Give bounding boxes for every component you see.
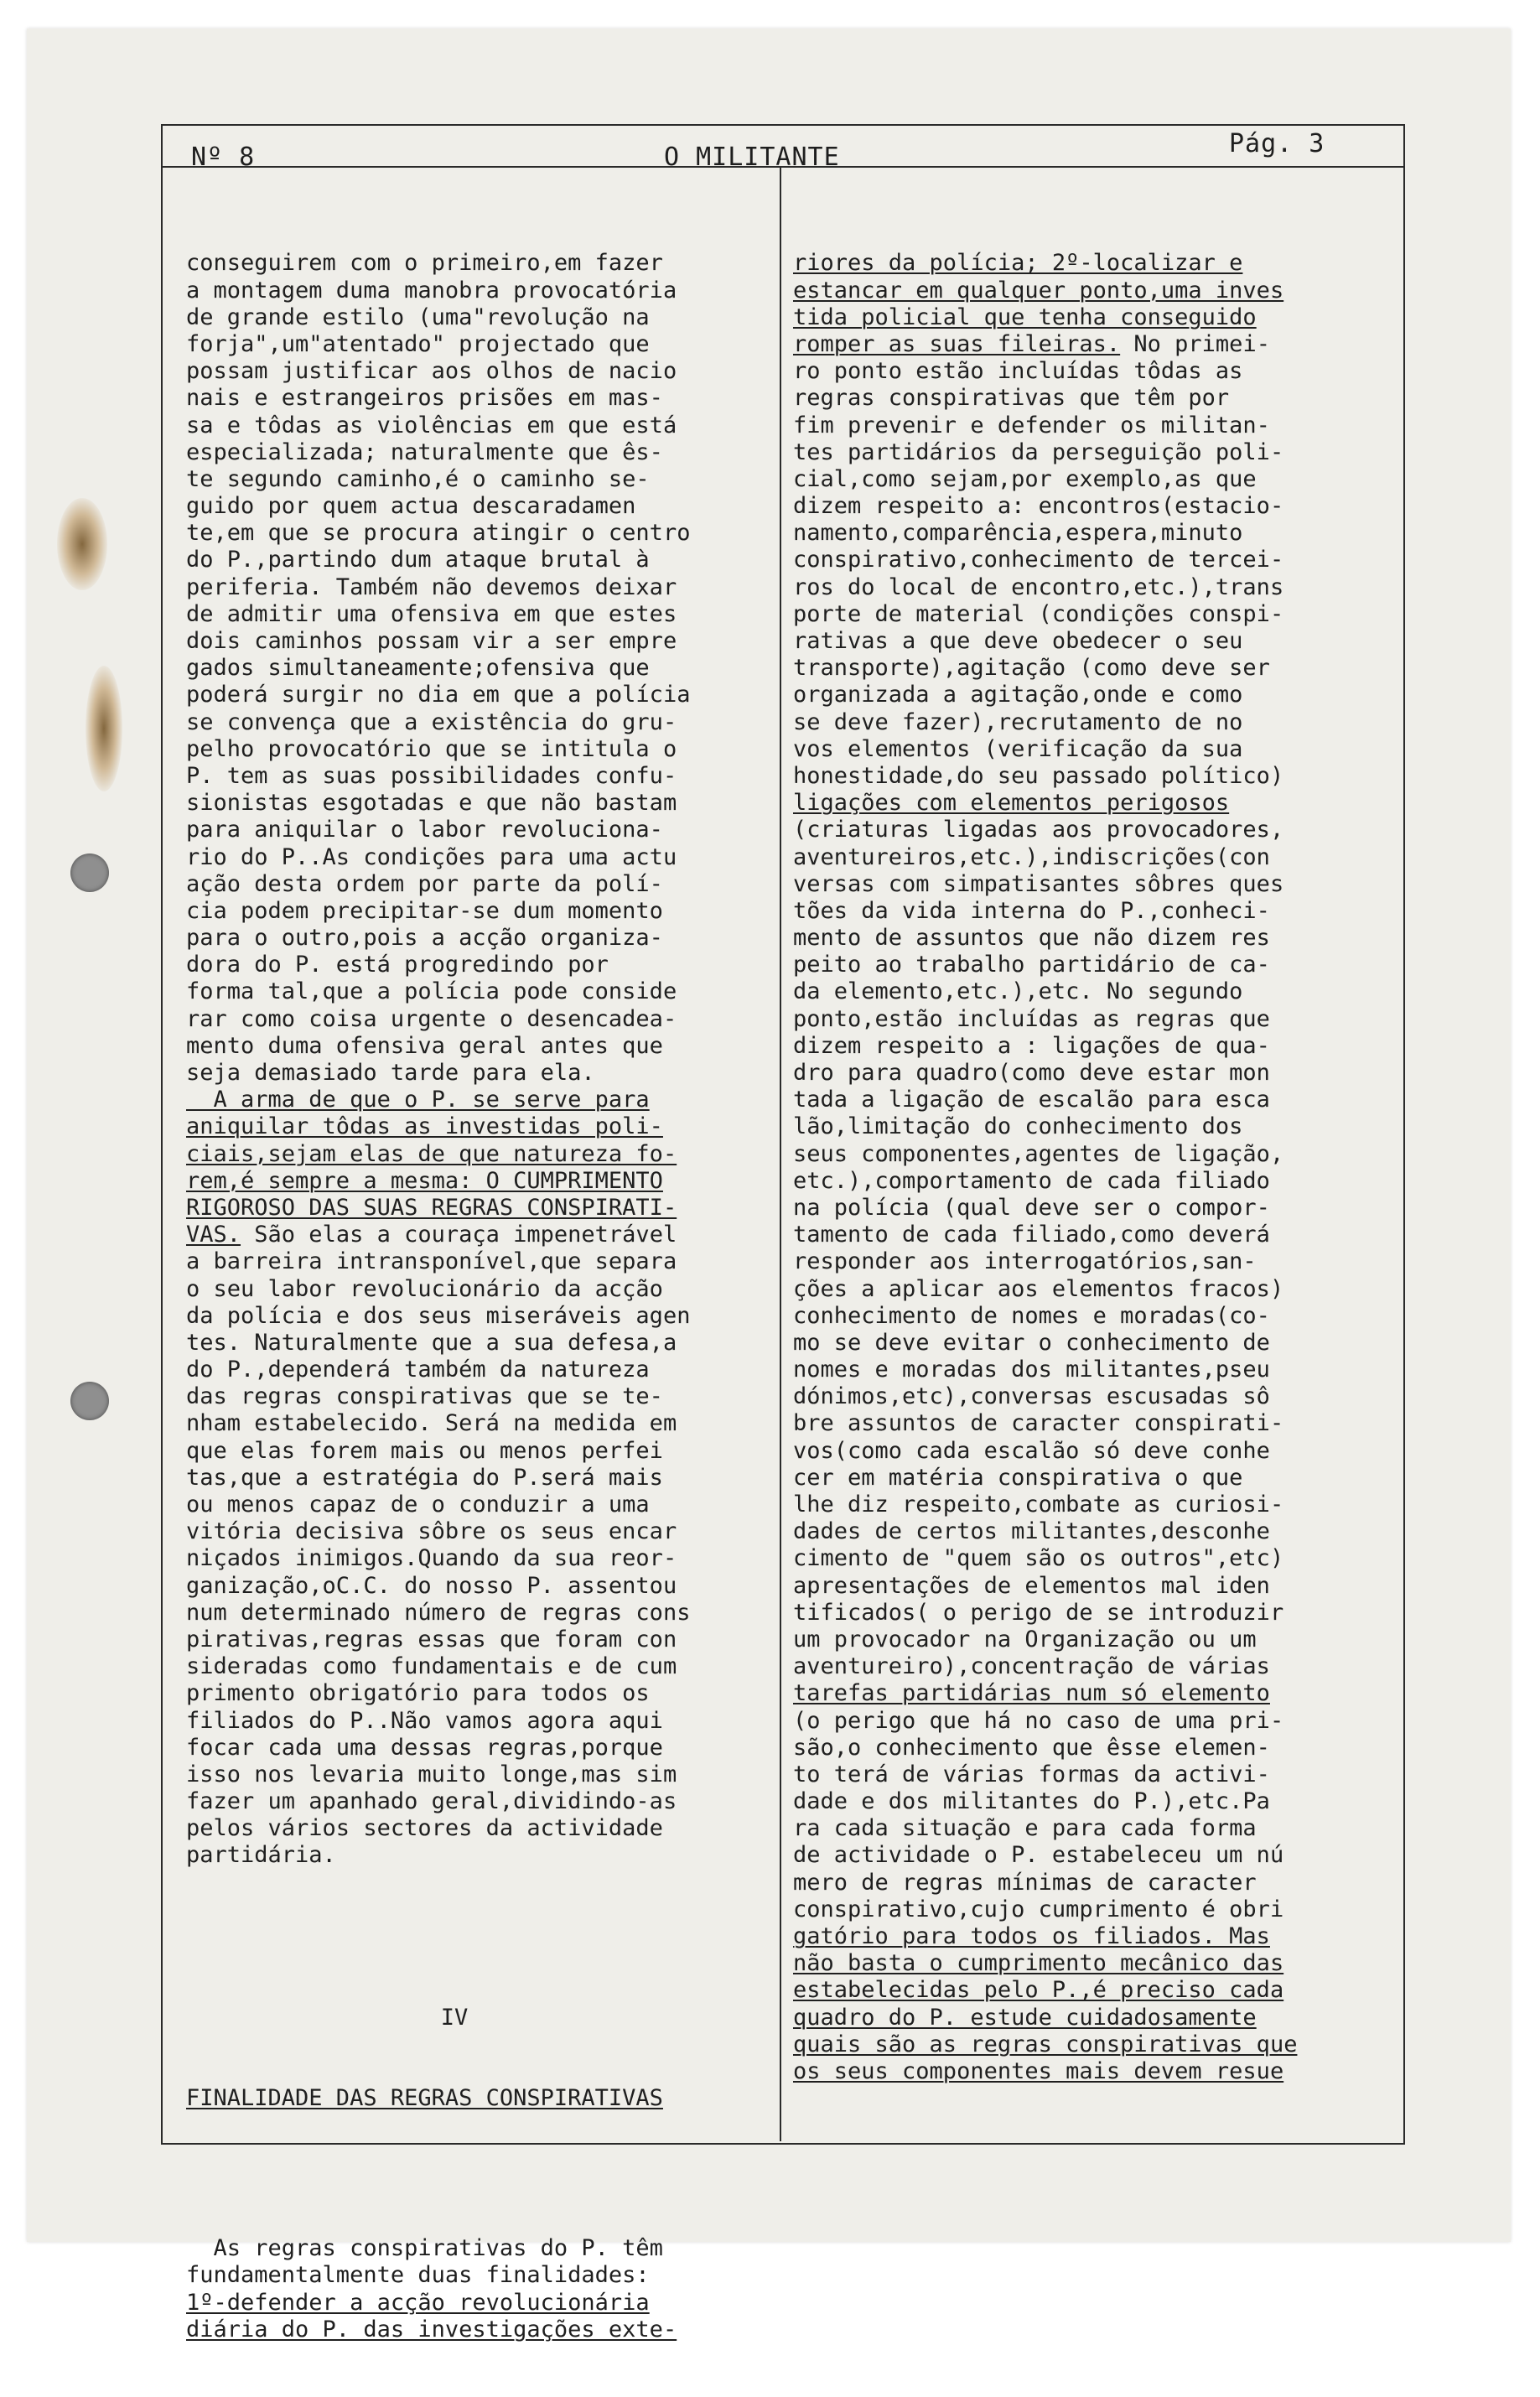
text-line: regras conspirativas que têm por (793, 385, 1230, 412)
text-line: poderá surgir no dia em que a polícia (186, 682, 691, 708)
text-line: cer em matéria conspirativa o que (793, 1464, 1243, 1491)
text-line: rativas a que deve obedecer o seu (793, 628, 1243, 655)
text-line: cimento de "quem são os outros",etc) (793, 1545, 1284, 1572)
text-line: tes. Naturalmente que a sua defesa,a (186, 1329, 677, 1356)
text-line: porte de material (condições conspi- (793, 600, 1284, 627)
text-line: vos(como cada escalão só deve conhe (793, 1437, 1270, 1464)
text-line: periferia. Também não devemos deixar (186, 573, 677, 600)
text-line: de grande estilo (uma"revolução na (186, 304, 650, 330)
text-line: (o perigo que há no caso de uma pri- (793, 1707, 1284, 1734)
text-line: tada a ligação de escalão para esca (793, 1087, 1270, 1113)
text-line: se deve fazer),recrutamento de no (793, 708, 1243, 735)
text-line: sideradas como fundamentais e de cum (186, 1653, 677, 1680)
text-line: etc.),comportamento de cada filiado (793, 1167, 1270, 1194)
text-line: fazer um apanhado geral,dividindo-as (186, 1788, 677, 1815)
text-line: pelos vários sectores da actividade (186, 1815, 663, 1842)
text-line: que elas forem mais ou menos perfei (186, 1437, 663, 1464)
text-line: dizem respeito a : ligações de qua- (793, 1032, 1270, 1059)
text-line: lão,limitação do conhecimento dos (793, 1113, 1243, 1140)
text-line: guido por quem actua descaradamen (186, 493, 636, 520)
text-line: mento de assuntos que não dizem res (793, 925, 1270, 952)
text-line: tas,que a estratégia do P.será mais (186, 1464, 663, 1491)
left-column (186, 196, 775, 2397)
section-number: IV (440, 2004, 469, 2031)
text-line: um provocador na Organização ou um (793, 1626, 1257, 1652)
rust-stain-upper (57, 498, 107, 590)
text-line: romper as suas fileiras. No primei- (793, 330, 1270, 357)
text-line: organizada a agitação,onde e como (793, 682, 1243, 708)
text-line: tificados( o perigo de se introduzir (793, 1599, 1284, 1626)
text-line: seus componentes,agentes de ligação, (793, 1140, 1284, 1167)
text-line: primento obrigatório para todos os (186, 1680, 650, 1707)
text-line: bre assuntos de caracter conspirati- (793, 1410, 1284, 1437)
paper-sheet (27, 29, 1511, 2343)
left-column-continuation (186, 2235, 775, 2343)
text-line: da elemento,etc.),etc. No segundo (793, 978, 1243, 1005)
text-line: namento,comparência,espera,minuto (793, 520, 1243, 547)
text-line: estancar em qualquer ponto,uma inves (793, 277, 1284, 304)
text-line: vos elementos (verificação da sua (793, 735, 1243, 762)
text-line: conhecimento de nomes e moradas(co- (793, 1302, 1270, 1329)
text-line: se convença que a existência do gru- (186, 708, 677, 735)
text-line: te segundo caminho,é o caminho se- (186, 465, 650, 492)
text-line: seja demasiado tarde para ela. (186, 1060, 595, 1087)
text-line: honestidade,do seu passado político) (793, 762, 1284, 789)
text-line: sa e tôdas as violências em que está (186, 412, 677, 438)
text-line: conspirativo,cujo cumprimento é obri (793, 1896, 1284, 1922)
text-line: na polícia (qual deve ser o compor- (793, 1194, 1270, 1221)
text-line: focar cada uma dessas regras,porque (186, 1734, 663, 1761)
text-line: de actividade o P. estabeleceu um nú (793, 1842, 1284, 1869)
text-line: conspirativo,conhecimento de tercei- (793, 547, 1284, 573)
text-line: partidária. (186, 1842, 336, 1869)
text-line: filiados do P..Não vamos agora aqui (186, 1707, 663, 1734)
text-line: VAS. São elas a couraça impenetrável (186, 1222, 677, 1248)
text-line: a barreira intransponível,que separa (186, 1248, 677, 1275)
text-line: fim prevenir e defender os militan- (793, 412, 1270, 438)
text-line: ra cada situação e para cada forma (793, 1815, 1257, 1842)
text-line: dro para quadro(como deve estar mon (793, 1060, 1270, 1087)
text-line: possam justificar aos olhos de nacio (186, 358, 677, 385)
text-line: vitória decisiva sôbre os seus encar (186, 1518, 677, 1545)
text-line: aniquilar tôdas as investidas poli- (186, 1113, 663, 1140)
text-line: aventureiro),concentração de várias (793, 1653, 1270, 1680)
text-line: o seu labor revolucionário da acção (186, 1275, 663, 1302)
text-line: dónimos,etc),conversas escusadas sô (793, 1383, 1270, 1410)
text-line: tes partidários da perseguição poli- (793, 438, 1284, 465)
text-line: rem,é sempre a mesma: O CUMPRIMENTO (186, 1167, 663, 1194)
text-line: 1º-defender a acção revolucionária (186, 2289, 650, 2316)
text-line: são,o conhecimento que êsse elemen- (793, 1734, 1270, 1761)
text-line: riores da polícia; 2º-localizar e (793, 250, 1243, 277)
text-line: quadro do P. estude cuidadosamente (793, 2004, 1257, 2031)
text-line: ro ponto estão incluídas tôdas as (793, 358, 1243, 385)
text-line: cial,como sejam,por exemplo,as que (793, 465, 1257, 492)
text-line: tões da vida interna do P.,conheci- (793, 897, 1270, 924)
text-line: do P.,dependerá também da natureza (186, 1357, 650, 1383)
text-line: de admitir uma ofensiva em que estes (186, 600, 677, 627)
text-line: aventureiros,etc.),indiscrições(con (793, 843, 1270, 870)
text-line: nham estabelecido. Será na medida em (186, 1410, 677, 1437)
punch-hole-bottom (70, 1382, 109, 1420)
text-line: mo se deve evitar o conhecimento de (793, 1329, 1270, 1356)
text-line: cia podem precipitar-se dum momento (186, 897, 663, 924)
text-line: ganização,oC.C. do nosso P. assentou (186, 1572, 677, 1599)
text-line: forja",um"atentado" projectado que (186, 330, 650, 357)
column-divider (780, 168, 781, 2141)
text-line: forma tal,que a polícia pode conside (186, 978, 677, 1005)
rust-stain-lower (86, 666, 122, 791)
text-line: dora do P. está progredindo por (186, 952, 609, 978)
text-line: RIGOROSO DAS SUAS REGRAS CONSPIRATI- (186, 1194, 677, 1221)
text-line: num determinado número de regras cons (186, 1599, 691, 1626)
text-line: nomes e moradas dos militantes,pseu (793, 1357, 1270, 1383)
text-line: tarefas partidárias num só elemento (793, 1680, 1270, 1707)
text-line: a montagem duma manobra provocatória (186, 277, 677, 304)
text-line: para o outro,pois a acção organiza- (186, 925, 663, 952)
text-line: lhe diz respeito,combate as curiosi- (793, 1492, 1284, 1518)
text-line: não basta o cumprimento mecânico das (793, 1950, 1284, 1977)
text-line: A arma de que o P. se serve para (186, 1087, 650, 1113)
text-line: diária do P. das investigações exte- (186, 2316, 677, 2343)
text-line: dade e dos militantes do P.),etc.Pa (793, 1788, 1270, 1815)
page-number: Pág. 3 (1229, 129, 1325, 158)
text-line: ções a aplicar aos elementos fracos) (793, 1275, 1284, 1302)
left-column-body (186, 250, 775, 1869)
text-line: (criaturas ligadas aos provocadores, (793, 817, 1284, 843)
text-line: conseguirem com o primeiro,em fazer (186, 250, 663, 277)
text-line: tamento de cada filiado,como deverá (793, 1222, 1270, 1248)
masthead-title: O MILITANTE (664, 143, 840, 172)
text-line: para aniquilar o labor revoluciona- (186, 817, 663, 843)
text-line: sionistas esgotadas e que não bastam (186, 790, 677, 817)
text-line: pirativas,regras essas que foram con (186, 1626, 677, 1652)
right-column (793, 196, 1397, 2140)
text-line: estabelecidas pelo P.,é preciso cada (793, 1977, 1284, 2004)
text-line: ligações com elementos perigosos (793, 790, 1230, 817)
text-line: nais e estrangeiros prisões em mas- (186, 385, 663, 412)
text-line: quais são as regras conspirativas que (793, 2031, 1298, 2057)
text-line: fundamentalmente duas finalidades: (186, 2262, 650, 2289)
text-line: apresentações de elementos mal iden (793, 1572, 1270, 1599)
text-line: As regras conspirativas do P. têm (186, 2235, 663, 2262)
text-line: dois caminhos possam vir a ser empre (186, 628, 677, 655)
text-line: niçados inimigos.Quando da sua reor- (186, 1545, 677, 1572)
text-line: P. tem as suas possibilidades confu- (186, 762, 677, 789)
text-line: mento duma ofensiva geral antes que (186, 1032, 663, 1059)
text-line: os seus componentes mais devem resue (793, 2057, 1284, 2084)
section-title: FINALIDADE DAS REGRAS CONSPIRATIVAS (186, 2085, 663, 2112)
text-line: isso nos levaria muito longe,mas sim (186, 1761, 677, 1787)
text-line: ros do local de encontro,etc.),trans (793, 573, 1284, 600)
text-line: te,em que se procura atingir o centro (186, 520, 691, 547)
right-column-body (793, 250, 1397, 2085)
text-line: rar como coisa urgente o desencadea- (186, 1005, 677, 1032)
text-line: mero de regras mínimas de caracter (793, 1869, 1257, 1896)
punch-hole-top (70, 853, 109, 892)
text-line: ponto,estão incluídas as regras que (793, 1005, 1270, 1032)
text-line: pelho provocatório que se intitula o (186, 735, 677, 762)
text-line: das regras conspirativas que se te- (186, 1383, 663, 1410)
text-line: ação desta ordem por parte da polí- (186, 870, 663, 897)
text-line: ciais,sejam elas de que natureza fo- (186, 1140, 677, 1167)
text-line: tida policial que tenha conseguido (793, 304, 1257, 330)
text-line: rio do P..As condições para uma actu (186, 843, 677, 870)
text-line: peito ao trabalho partidário de ca- (793, 952, 1270, 978)
text-line: dades de certos militantes,desconhe (793, 1518, 1270, 1545)
text-line: gatório para todos os filiados. Mas (793, 1923, 1270, 1950)
text-line: dizem respeito a: encontros(estacio- (793, 493, 1284, 520)
text-line: da polícia e dos seus miseráveis agen (186, 1302, 691, 1329)
text-line: responder aos interrogatórios,san- (793, 1248, 1257, 1275)
text-line: gados simultaneamente;ofensiva que (186, 655, 650, 682)
issue-number: Nº 8 (191, 143, 256, 172)
text-line: do P.,partindo dum ataque brutal à (186, 547, 650, 573)
text-line: ou menos capaz de o conduzir a uma (186, 1492, 650, 1518)
text-line: transporte),agitação (como deve ser (793, 655, 1270, 682)
text-line: especializada; naturalmente que ês- (186, 438, 663, 465)
text-line: to terá de várias formas da activi- (793, 1761, 1270, 1787)
text-line: versas com simpatisantes sôbres ques (793, 870, 1284, 897)
